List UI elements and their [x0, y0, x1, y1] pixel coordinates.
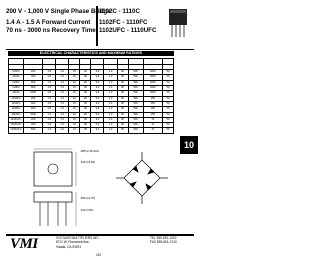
table-cell: 1.0: [104, 75, 117, 80]
table-cell: 50: [117, 91, 128, 96]
table-cell: 500: [128, 91, 143, 96]
table-cell: 50: [162, 96, 173, 101]
table-cell: 200: [24, 70, 43, 75]
table-cell: 3.0: [91, 117, 104, 122]
table-cell: 3.0: [91, 123, 104, 128]
part-number-cell: 1106UFC: [9, 128, 24, 133]
fax: FAX 559-651-0740: [150, 240, 177, 245]
table-cell: 25: [80, 128, 91, 133]
table-cell: 50: [117, 128, 128, 133]
table-cell: 50: [117, 80, 128, 85]
table-cell: 1.5: [43, 80, 56, 85]
table-cell: 1.0: [56, 107, 69, 112]
table-cell: 500: [128, 96, 143, 101]
table-cell: 500: [128, 112, 143, 117]
table-cell: 1.0: [56, 70, 69, 75]
table-cell: 1.0: [56, 75, 69, 80]
table-cell: 10: [69, 101, 80, 106]
part-number-cell: 1102C: [9, 70, 24, 75]
company-name: VOLTAGE MULTIPLIERS INC.: [56, 236, 100, 240]
contact-numbers: [150, 236, 177, 245]
table-cell: 50: [117, 112, 128, 117]
section-tab: 10: [180, 136, 198, 154]
page-number: 210: [96, 253, 102, 257]
part-number-cell: 1106C: [9, 80, 24, 85]
table-cell: 3.0: [91, 107, 104, 112]
table-cell: 3.0: [91, 80, 104, 85]
table-cell: 25: [80, 80, 91, 85]
table-cell: 1.0: [56, 96, 69, 101]
part-number-cell: 1108C: [9, 86, 24, 91]
city-address: Visalia, CA 93291: [56, 244, 82, 249]
table-cell: 150: [143, 107, 162, 112]
table-cell: 1.0: [56, 91, 69, 96]
part-number-cell: 1102UFC: [9, 117, 24, 122]
table-cell: 50: [162, 128, 173, 133]
table-cell: 10: [69, 117, 80, 122]
subtitle-current: 1.4 A - 1.5 A Forward Current: [6, 19, 91, 26]
table-cell: 1.0: [56, 123, 69, 128]
table-cell: 1.0: [104, 112, 117, 117]
table-cell: 400: [24, 75, 43, 80]
table-cell: 50: [117, 96, 128, 101]
table-cell: 1.0: [104, 86, 117, 91]
table-cell: 50: [162, 70, 173, 75]
table-cell: 1.4: [43, 112, 56, 117]
table-cell: 1.5: [43, 107, 56, 112]
table-cell: 1.0: [104, 91, 117, 96]
table-cell: 500: [128, 117, 143, 122]
table-cell: 500: [128, 70, 143, 75]
table-cell: 1.0: [56, 101, 69, 106]
table-cell: 50: [162, 101, 173, 106]
table-cell: 1.0: [56, 117, 69, 122]
table-cell: 3.0: [91, 112, 104, 117]
table-cell: 50: [162, 123, 173, 128]
table-cell: 3.0: [91, 96, 104, 101]
table-title: ELECTRICAL CHARACTERISTICS AND MAXIMUM RATINGS: [8, 51, 174, 56]
table-cell: 50: [117, 117, 128, 122]
table-cell: 50: [162, 75, 173, 80]
table-cell: 200: [24, 96, 43, 101]
part-number-cell: 1110C: [9, 91, 24, 96]
table-cell: 50: [162, 117, 173, 122]
table-cell: 50: [162, 80, 173, 85]
table-cell: 3000: [143, 75, 162, 80]
table-cell: 1.0: [104, 96, 117, 101]
table-cell: 50: [162, 112, 173, 117]
table-cell: 10: [69, 107, 80, 112]
table-cell: 1.5: [43, 75, 56, 80]
ratings-table: [8, 58, 174, 134]
table-cell: 150: [143, 101, 162, 106]
table-cell: 3.0: [91, 128, 104, 133]
table-cell: 25: [80, 107, 91, 112]
table-cell: 50: [117, 101, 128, 106]
dim-lead-spacing: .150 (3.81): [80, 208, 94, 212]
table-cell: 50: [117, 70, 128, 75]
table-cell: 25: [80, 91, 91, 96]
table-cell: 800: [24, 86, 43, 91]
table-cell: 50: [117, 86, 128, 91]
table-cell: 1.0: [104, 117, 117, 122]
part-number-cell: 1110FC: [9, 112, 24, 117]
table-cell: 500: [128, 101, 143, 106]
table-cell: 10: [69, 96, 80, 101]
part-number-cell: 1104UFC: [9, 123, 24, 128]
table-cell: 150: [143, 112, 162, 117]
table-cell: 3.0: [91, 75, 104, 80]
table-cell: 1.5: [43, 96, 56, 101]
part-range-standard: 1102C - 1110C: [99, 8, 140, 15]
part-number-cell: 1104FC: [9, 101, 24, 106]
table-cell: 150: [143, 96, 162, 101]
table-cell: 50: [117, 75, 128, 80]
table-cell: 1.0: [104, 80, 117, 85]
table-cell: 3.0: [91, 91, 104, 96]
table-cell: 500: [128, 75, 143, 80]
table-cell: 1.0: [56, 112, 69, 117]
telephone: TEL 559-651-1402: [150, 236, 177, 240]
table-cell: 600: [24, 128, 43, 133]
table-cell: 1.0: [56, 128, 69, 133]
table-cell: 3000: [143, 80, 162, 85]
table-cell: 1.5: [43, 91, 56, 96]
part-number-cell: 1102FC: [9, 96, 24, 101]
table-row: [9, 128, 174, 133]
table-cell: 10: [69, 128, 80, 133]
table-cell: 1.0: [104, 101, 117, 106]
table-cell: 50: [117, 123, 128, 128]
table-cell: 10: [69, 70, 80, 75]
table-cell: 25: [80, 117, 91, 122]
table-cell: 1.5: [43, 101, 56, 106]
table-cell: 500: [128, 80, 143, 85]
table-cell: 25: [80, 101, 91, 106]
table-cell: 70: [143, 117, 162, 122]
table-cell: 1.4: [43, 128, 56, 133]
table-cell: 50: [162, 91, 173, 96]
table-cell: 50: [162, 107, 173, 112]
dim-hole-diameter: .085 (2.16) DIA: [80, 149, 99, 153]
table-cell: 50: [117, 107, 128, 112]
table-cell: 3.0: [91, 101, 104, 106]
dim-body-width: .545 (13.84): [80, 160, 96, 164]
table-cell: 1.0: [104, 123, 117, 128]
table-cell: 50: [162, 86, 173, 91]
part-number-cell: 1104C: [9, 75, 24, 80]
table-cell: 3000: [143, 86, 162, 91]
table-cell: 400: [24, 123, 43, 128]
table-cell: 3.0: [91, 70, 104, 75]
table-cell: 25: [80, 86, 91, 91]
dim-lead-length: .500 (12.70): [80, 196, 96, 200]
table-cell: 3.0: [91, 86, 104, 91]
table-cell: 25: [80, 123, 91, 128]
company-address: [56, 236, 99, 249]
table-cell: 25: [80, 70, 91, 75]
table-cell: 10: [69, 123, 80, 128]
table-cell: 1.0: [104, 70, 117, 75]
part-number-cell: 1106FC: [9, 107, 24, 112]
subtitle-recovery: 70 ns - 3000 ns Recovery Time: [6, 27, 96, 34]
street-address: 8711 W. Roosevelt Ave.: [56, 240, 90, 245]
table-cell: 1000: [24, 112, 43, 117]
table-cell: 10: [69, 80, 80, 85]
table-cell: 70: [143, 128, 162, 133]
table-cell: 1000: [24, 91, 43, 96]
table-cell: 1.5: [43, 117, 56, 122]
table-cell: 10: [69, 112, 80, 117]
table-cell: 600: [24, 80, 43, 85]
company-logo: VMI: [10, 236, 38, 252]
table-cell: 400: [24, 101, 43, 106]
bridge-package-image: [164, 7, 192, 39]
table-cell: 1.5: [43, 70, 56, 75]
table-cell: 600: [24, 107, 43, 112]
table-cell: 25: [80, 75, 91, 80]
table-cell: 3000: [143, 70, 162, 75]
table-cell: 25: [80, 112, 91, 117]
table-cell: 500: [128, 123, 143, 128]
table-cell: 10: [69, 86, 80, 91]
table-cell: 1.0: [56, 80, 69, 85]
page-title: 200 V - 1,000 V Single Phase Bridge: [6, 8, 111, 15]
part-range-fast: 1102FC - 1110FC: [99, 19, 148, 26]
table-cell: 500: [128, 128, 143, 133]
header-divider: [6, 49, 194, 50]
dimension-drawing: [10, 146, 186, 230]
table-cell: 70: [143, 123, 162, 128]
table-cell: 25: [80, 96, 91, 101]
table-cell: 1.0: [56, 86, 69, 91]
table-cell: 10: [69, 75, 80, 80]
table-cell: 500: [128, 86, 143, 91]
table-cell: 10: [69, 91, 80, 96]
table-cell: 1.0: [104, 128, 117, 133]
table-cell: 200: [24, 117, 43, 122]
table-cell: 1.0: [104, 107, 117, 112]
table-cell: 500: [128, 107, 143, 112]
table-cell: 1.5: [43, 123, 56, 128]
table-cell: 1.5: [43, 86, 56, 91]
part-range-ultrafast: 1102UFC - 1110UFC: [99, 27, 157, 34]
table-cell: 3000: [143, 91, 162, 96]
